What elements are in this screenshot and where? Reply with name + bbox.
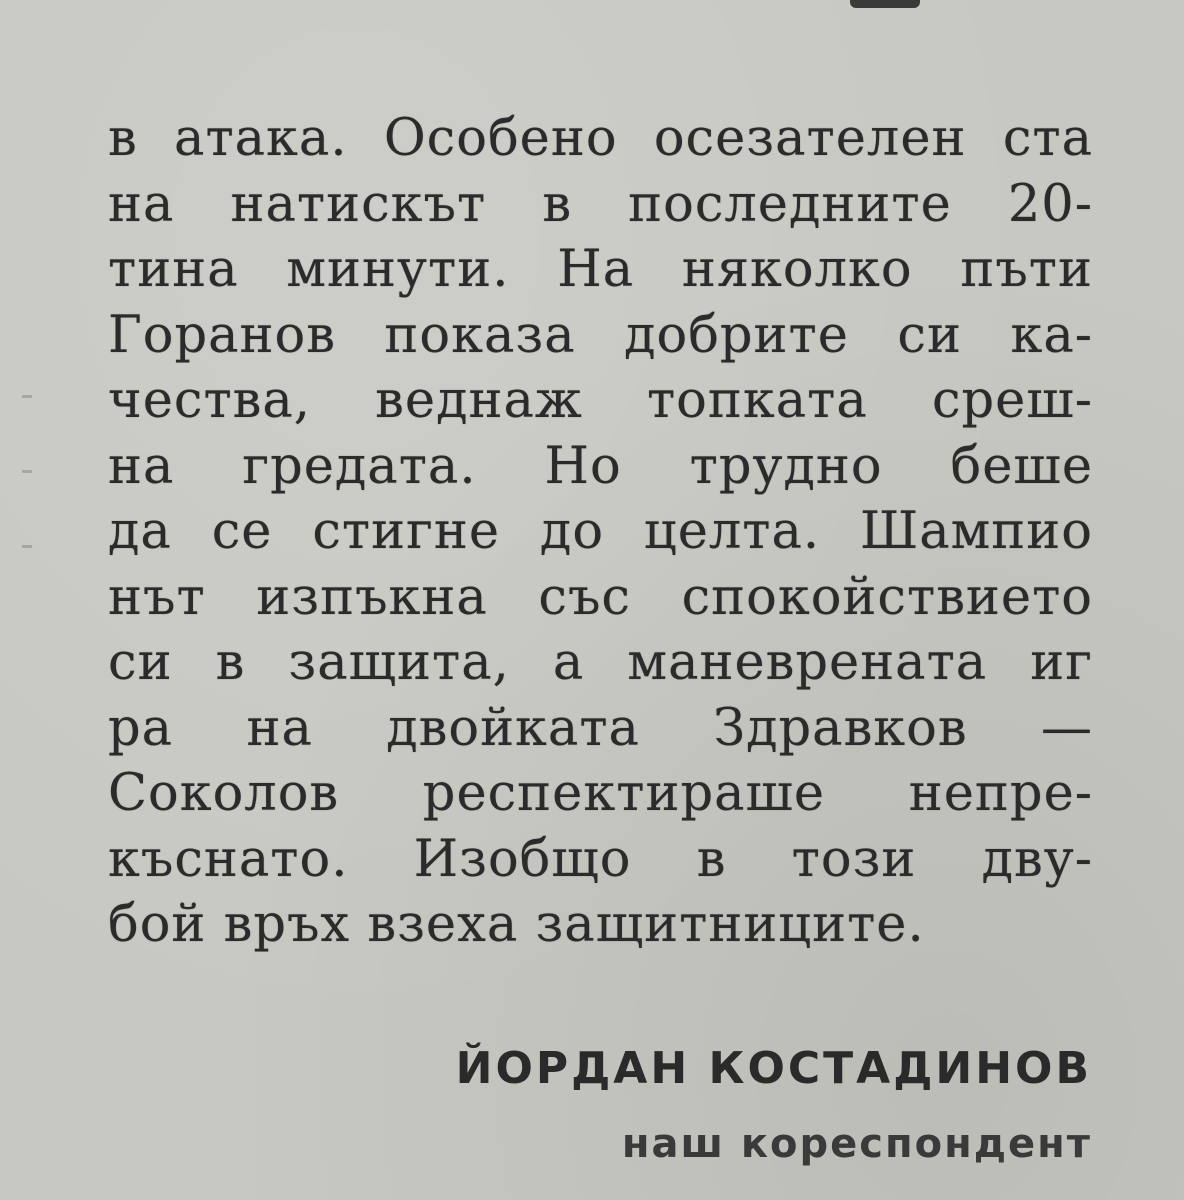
article-line: Соколов респектираше непре- — [108, 764, 1093, 823]
article-body — [108, 106, 1093, 958]
article-line: си в защита, а маневрената иг — [108, 633, 1093, 692]
print-mark — [850, 0, 920, 8]
author-name: ЙОРДАН КОСТАДИНОВ — [455, 1043, 1092, 1094]
signature-block — [380, 1040, 1092, 1182]
article-line: тина минути. На няколко пъти — [108, 240, 1093, 299]
margin-speck — [22, 470, 32, 473]
article-line: на гредата. Но трудно беше — [108, 436, 1093, 496]
article-line: да се стигне до целта. Шампио — [108, 502, 1093, 561]
article-line: в атака. Особено осезателен ста — [108, 109, 1093, 168]
margin-speck — [22, 395, 32, 398]
article-line: на натискът в последните 20- — [108, 174, 1093, 234]
author-role: наш кореспондент — [621, 1121, 1092, 1167]
article-line: къснато. Изобщо в този дву- — [108, 829, 1093, 889]
margin-speck — [22, 545, 32, 548]
article-line: Горанов показа добрите си ка- — [108, 305, 1093, 365]
article-line: чества, веднаж топката среш- — [108, 371, 1093, 430]
article-line: бой връх взеха защитниците. — [108, 895, 925, 954]
article-line: нът изпъкна със спокойствието — [108, 567, 1093, 627]
article-line: ра на двойката Здравков — — [108, 698, 1093, 758]
